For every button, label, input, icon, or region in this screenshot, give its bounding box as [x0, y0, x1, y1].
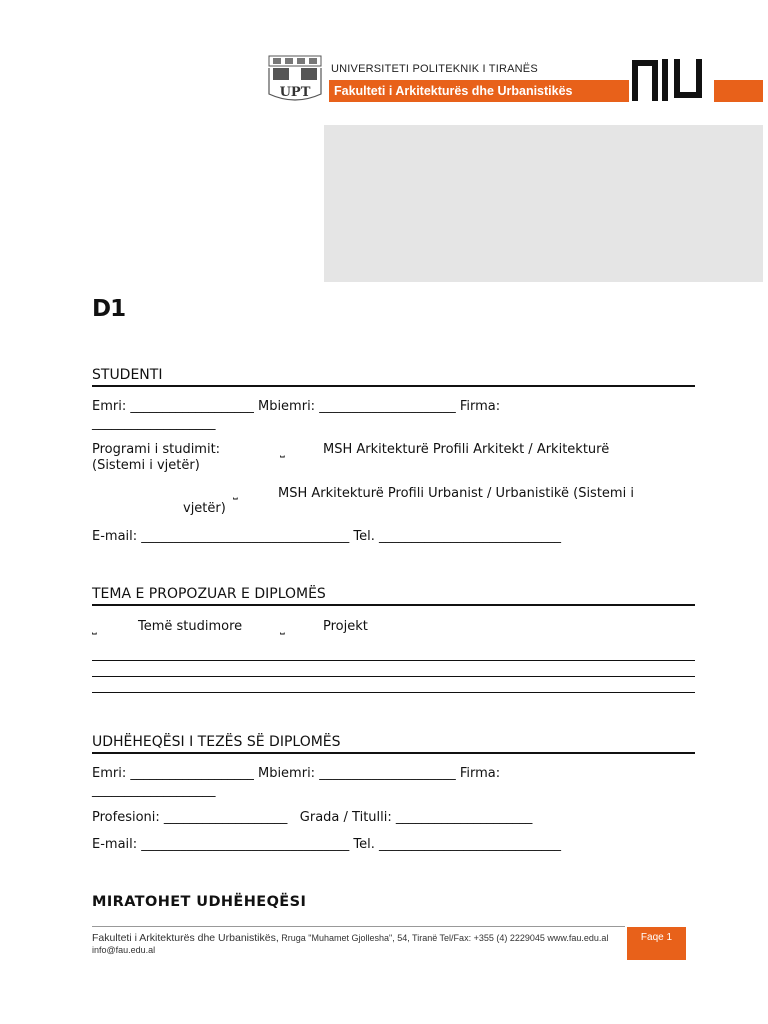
footer-email[interactable]: info@fau.edu.al [92, 945, 156, 955]
topic-blank-line[interactable] [92, 676, 695, 677]
program-checkbox-architect[interactable]: ⎵ [280, 444, 285, 458]
faculty-name: Fakulteti i Arkitekturës dhe Urbanistikës [334, 84, 573, 98]
supervisor-name-line[interactable]: Emri: ___________________ Mbiemri: _____________________ Firma: [92, 766, 501, 781]
supervisor-contact-line[interactable]: E-mail: ________________________________ Tel. ____________________________ [92, 837, 562, 852]
page-number: Faqe 1 [640, 932, 673, 943]
program-label: Programi i studimit: [92, 442, 221, 457]
footer-divider [92, 926, 625, 927]
section-divider [92, 385, 695, 387]
approval-title: MIRATOHET UDHËHEQËSI [92, 894, 307, 910]
topic-section-title: TEMA E PROPOZUAR E DIPLOMËS [92, 586, 326, 602]
program-checkbox-urbanist[interactable]: ⎵ [233, 486, 238, 500]
topic-checkbox-project[interactable]: ⎵ [280, 621, 285, 635]
topic-blank-line[interactable] [92, 660, 695, 661]
university-name: UNIVERSITETI POLITEKNIK I TIRANËS [331, 63, 538, 75]
student-contact-line[interactable]: E-mail: ________________________________ Tel. ____________________________ [92, 529, 562, 544]
upt-logo [265, 54, 325, 106]
student-name-line[interactable]: Emri: ___________________ Mbiemri: _____________________ Firma: [92, 399, 501, 414]
footer-text [92, 932, 612, 956]
supervisor-section-title: UDHËHEQËSI I TEZËS SË DIPLOMËS [92, 734, 341, 750]
photo-placeholder [324, 125, 763, 282]
topic-blank-line[interactable] [92, 692, 695, 693]
program-option-urbanist-cont: vjetër) [183, 501, 226, 516]
section-divider [92, 752, 695, 754]
footer-address: Rruga "Muhamet Gjollesha", 54, Tiranë Tel/Fax: +355 (4) 2229045 www.fau.edu.al [278, 933, 609, 943]
topic-option-study: Temë studimore [138, 619, 243, 634]
program-option-urbanist: MSH Arkitekturë Profili Urbanist / Urbanistikë (Sistemi i [278, 486, 634, 501]
footer-faculty: Fakulteti i Arkitekturës dhe Urbanistikës, [92, 932, 279, 944]
section-divider [92, 604, 695, 606]
program-option-architect: MSH Arkitekturë Profili Arkitekt / Arkitekturë [323, 442, 610, 457]
topic-checkbox-study[interactable]: ⎵ [92, 621, 97, 635]
supervisor-profession-line[interactable]: Profesioni: ___________________ Grada / Titulli: _____________________ [92, 810, 533, 825]
fau-logo [629, 55, 714, 103]
student-signature-line[interactable]: ___________________ [92, 416, 216, 431]
student-section-title: STUDENTI [92, 367, 163, 383]
topic-option-project: Projekt [323, 619, 368, 634]
document-code: D1 [92, 296, 126, 322]
supervisor-signature-line[interactable]: ___________________ [92, 783, 216, 798]
upt-logo-text: UPT [279, 85, 311, 100]
program-option-architect-cont: (Sistemi i vjetër) [92, 458, 200, 473]
